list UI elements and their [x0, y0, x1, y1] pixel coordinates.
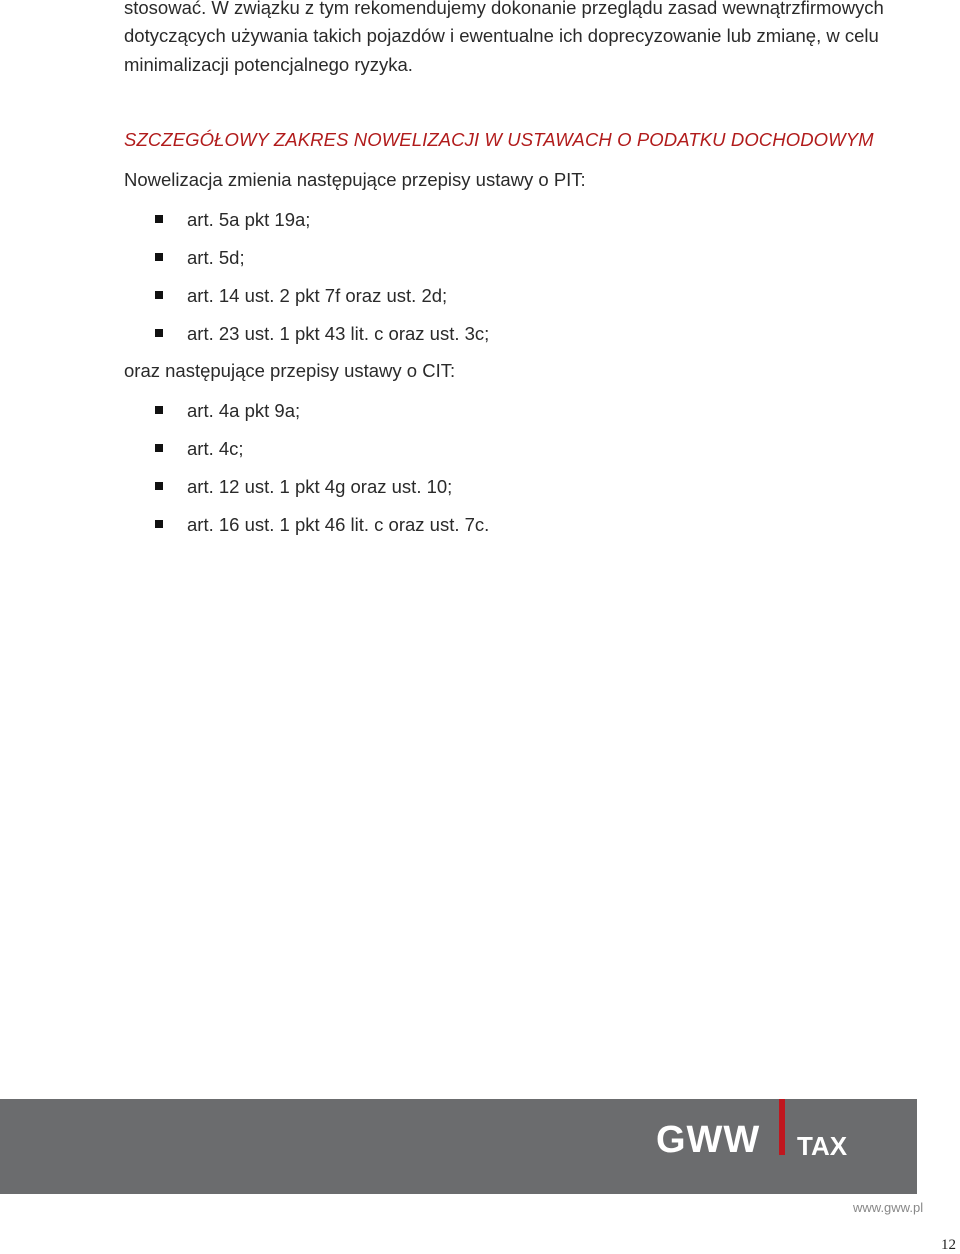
pit-intro: Nowelizacja zmienia następujące przepisy ustawy o PIT: — [124, 169, 586, 190]
bullet-square-icon — [155, 253, 163, 261]
intro-line-3: minimalizacji potencjalnego ryzyka. — [124, 54, 413, 75]
bullet-square-icon — [155, 291, 163, 299]
logo-suffix-text: TAX — [797, 1131, 848, 1161]
logo-red-bar — [779, 1099, 785, 1155]
bullet-square-icon — [155, 444, 163, 452]
bullet-square-icon — [155, 215, 163, 223]
logo-main-text: GWW — [656, 1119, 761, 1161]
list-item-text: art. 12 ust. 1 pkt 4g oraz ust. 10; — [187, 476, 453, 497]
website-link[interactable]: www.gww.pl — [853, 1200, 924, 1215]
list-item-text: art. 5d; — [187, 247, 245, 268]
intro-line-1: stosować. W związku z tym rekomendujemy dokonanie przeglądu zasad wewnątrzfirmowych — [124, 0, 884, 18]
list-item-text: art. 14 ust. 2 pkt 7f oraz ust. 2d; — [187, 285, 448, 306]
list-item-text: art. 4c; — [187, 438, 244, 459]
list-item-text: art. 23 ust. 1 pkt 43 lit. c oraz ust. 3c; — [187, 323, 490, 344]
bullet-square-icon — [155, 406, 163, 414]
list-item-text: art. 4a pkt 9a; — [187, 400, 301, 421]
bullet-square-icon — [155, 520, 163, 528]
section-heading: SZCZEGÓŁOWY ZAKRES NOWELIZACJI W USTAWACH O PODATKU DOCHODOWYM — [124, 129, 874, 150]
intro-line-2: dotyczących używania takich pojazdów i ewentualne ich doprecyzowanie lub zmianę, w celu — [124, 25, 879, 46]
cit-intro: oraz następujące przepisy ustawy o CIT: — [124, 360, 456, 381]
bullet-square-icon — [155, 329, 163, 337]
list-item-text: art. 16 ust. 1 pkt 46 lit. c oraz ust. 7c. — [187, 514, 490, 535]
bullet-square-icon — [155, 482, 163, 490]
list-item-text: art. 5a pkt 19a; — [187, 209, 311, 230]
page-number: 12 — [941, 1237, 956, 1253]
gww-tax-logo — [656, 1099, 856, 1194]
